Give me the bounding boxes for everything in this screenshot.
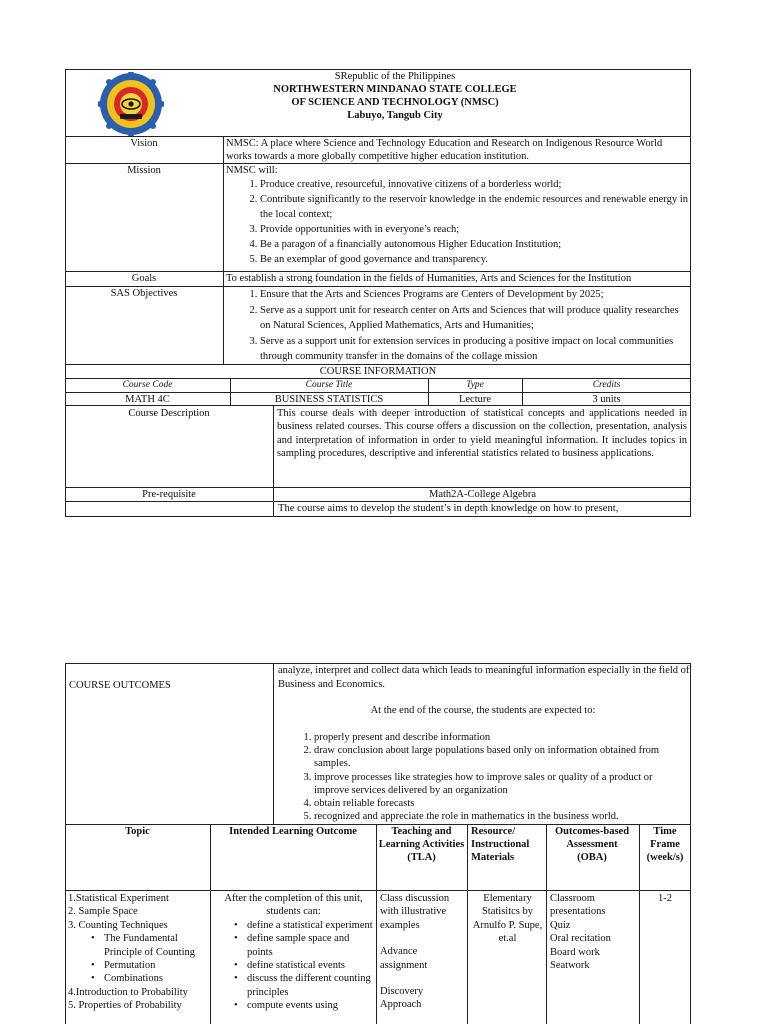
list-item: 1. properly present and describe information: [314, 731, 690, 744]
divider: [273, 663, 274, 824]
type-header: Type: [466, 380, 484, 390]
list-item: • define a statistical experiment: [234, 919, 375, 932]
tla-item: Advance assignment: [380, 946, 428, 971]
list-item: • The Fundamental Principle of Counting: [91, 932, 209, 959]
resources-header: Resource/ Instructional Materials: [471, 826, 530, 863]
ilo-list: [212, 919, 375, 1013]
tla-item: Discovery Approach: [380, 986, 424, 1011]
ilo-intro: After the completion of this unit, students can:: [224, 893, 363, 918]
course-information-title: COURSE INFORMATION: [319, 366, 437, 377]
topic-item: 5. Properties of Probability: [68, 1000, 182, 1012]
divider: [467, 824, 468, 1024]
topic-header: Topic: [125, 826, 150, 837]
list-item: • define statistical events: [234, 959, 375, 972]
list-item: 2. draw conclusion about large populations based only on information obtained from samples.: [314, 744, 690, 770]
list-item: • discuss the different counting principles: [234, 972, 375, 999]
republic-line: SRepublic of the Philippines: [334, 71, 456, 82]
type-value: Lecture: [458, 394, 492, 405]
sas-objectives-content: [226, 287, 688, 364]
course-title-value: BUSINESS STATISTICS: [274, 394, 384, 405]
divider: [223, 136, 224, 364]
list-item: • define sample space and points: [234, 932, 375, 959]
goals-text: To establish a strong foundation in the fields of Humanities, Arts and Sciences for the Institution: [226, 273, 632, 284]
oba-item: Seatwork: [550, 960, 590, 972]
prerequisite-value: Math2A-College Algebra: [428, 489, 536, 500]
tla-cell: [380, 892, 466, 1012]
mission-label: Mission: [127, 165, 161, 176]
tla-header: Teaching and Learning Activities (TLA): [378, 826, 465, 863]
ilo-cell: [212, 892, 375, 1024]
list-item: 2. Contribute significantly to the reservoir knowledge in the endemic resources and renewable energy in the local context;: [260, 192, 688, 222]
list-item: 5. recognized and appreciate the role in mathematics in the business world.: [314, 810, 690, 823]
college-address: Labuyo, Tangub City: [347, 110, 443, 121]
list-item: 5. Be an exemplar of good governance and transparency.: [260, 252, 688, 267]
mission-content: [226, 164, 688, 271]
vision-label: Vision: [130, 138, 158, 149]
goals-label: Goals: [131, 273, 157, 284]
topic-item: 4.Introduction to Probability: [68, 986, 188, 998]
resources-cell: Elementary Statisitcs by Arnulfo P. Supe, et.al: [472, 893, 543, 945]
course-outcomes-label: COURSE OUTCOMES: [69, 680, 171, 691]
counting-techniques-list: [68, 932, 209, 986]
list-item: • Permutation: [91, 959, 209, 972]
list-item: 4. Be a paragon of a financially autonomous Higher Education Institution;: [260, 237, 688, 252]
college-name-line2: OF SCIENCE AND TECHNOLOGY (NMSC): [291, 97, 499, 108]
course-code-value: MATH 4C: [125, 394, 170, 405]
topics-cell: [68, 892, 209, 1024]
credits-header: Credits: [592, 380, 621, 390]
list-item: 3. Provide opportunities with in everyone’s reach;: [260, 222, 688, 237]
oba-item: Board work: [550, 946, 600, 958]
topic-item: 1.Statistical Experiment: [68, 893, 169, 904]
oba-item: Quiz: [550, 919, 571, 931]
mission-list: [226, 177, 688, 267]
list-item: 1. Ensure that the Arts and Sciences Programs are Centers of Development by 2025;: [260, 287, 688, 303]
outcomes-list: [280, 731, 690, 823]
list-item: 1. Produce creative, resourceful, innovative citizens of a borderless world;: [260, 177, 688, 192]
sas-objectives-list: [226, 287, 688, 364]
divider: [210, 824, 211, 1024]
course-description-text: This course deals with deeper introduction of statistical concepts and applications needed in business related courses. This course offers a discussion on the collection, presentation, analysis and interpretation of information in order to yield meaningful information. It includes topics in sampling procedures, descriptive and inferential statistics related to business applications.: [277, 408, 687, 460]
mission-intro: NMSC will:: [226, 165, 278, 176]
vision-text: NMSC: A place where Science and Technology Education and Research on Indigenous Resource World works towards a more globally competitive higher education institution.: [226, 138, 663, 163]
tla-item: Class discussion with illustrative examples: [380, 893, 450, 931]
list-item: 4. obtain reliable forecasts: [314, 797, 690, 810]
list-item: • compute events using: [234, 999, 375, 1012]
topic-item: 2. Sample Space: [68, 906, 138, 918]
outcomes-content: [280, 731, 690, 824]
divider: [273, 405, 274, 517]
divider: [65, 378, 691, 379]
outcomes-intro: At the end of the course, the students are expected to:: [370, 705, 596, 716]
list-item: 3. Serve as a support unit for extension services in producing a positive impact on local communities through community transfer in the domains of the collage mission: [260, 334, 688, 365]
course-aims-text: The course aims to develop the student’s in depth knowledge on how to present,: [278, 503, 619, 514]
course-title-header: Course Title: [305, 380, 353, 390]
oba-item: Classroom presentations: [550, 893, 606, 918]
list-item: • Combinations: [91, 972, 209, 985]
college-seal-logo: [98, 72, 164, 136]
list-item: 3. improve processes like strategies how to improve sales or quality of a product or improve services delivered by an organization: [314, 771, 690, 797]
course-description-label: Course Description: [128, 408, 210, 419]
oba-header: Outcomes-based Assessment (OBA): [554, 826, 630, 863]
topic-item: 3. Counting Techniques: [68, 919, 168, 931]
credits-value: 3 units: [592, 394, 621, 405]
divider: [546, 824, 547, 1024]
college-name-line1: NORTHWESTERN MINDANAO STATE COLLEGE: [273, 84, 517, 95]
ilo-header: Intended Learning Outcome: [229, 826, 357, 837]
sas-objectives-label: SAS Objectives: [110, 288, 178, 299]
divider: [65, 890, 691, 891]
oba-cell: [550, 892, 638, 972]
time-frame-cell: 1-2: [658, 893, 672, 904]
list-item: 2. Serve as a support unit for research center on Arts and Sciences that will produce quality researches on Natural Sciences, Applied Mathematics, Arts and Humanities;: [260, 303, 688, 334]
time-frame-header: Time Frame (week/s): [646, 826, 684, 863]
course-aims-continuation: analyze, interpret and collect data which leads to meaningful information especially in the field of Business and Economics.: [278, 665, 690, 690]
course-code-header: Course Code: [122, 380, 173, 390]
prerequisite-label: Pre-requisite: [142, 489, 196, 500]
oba-item: Oral recitation: [550, 933, 611, 945]
